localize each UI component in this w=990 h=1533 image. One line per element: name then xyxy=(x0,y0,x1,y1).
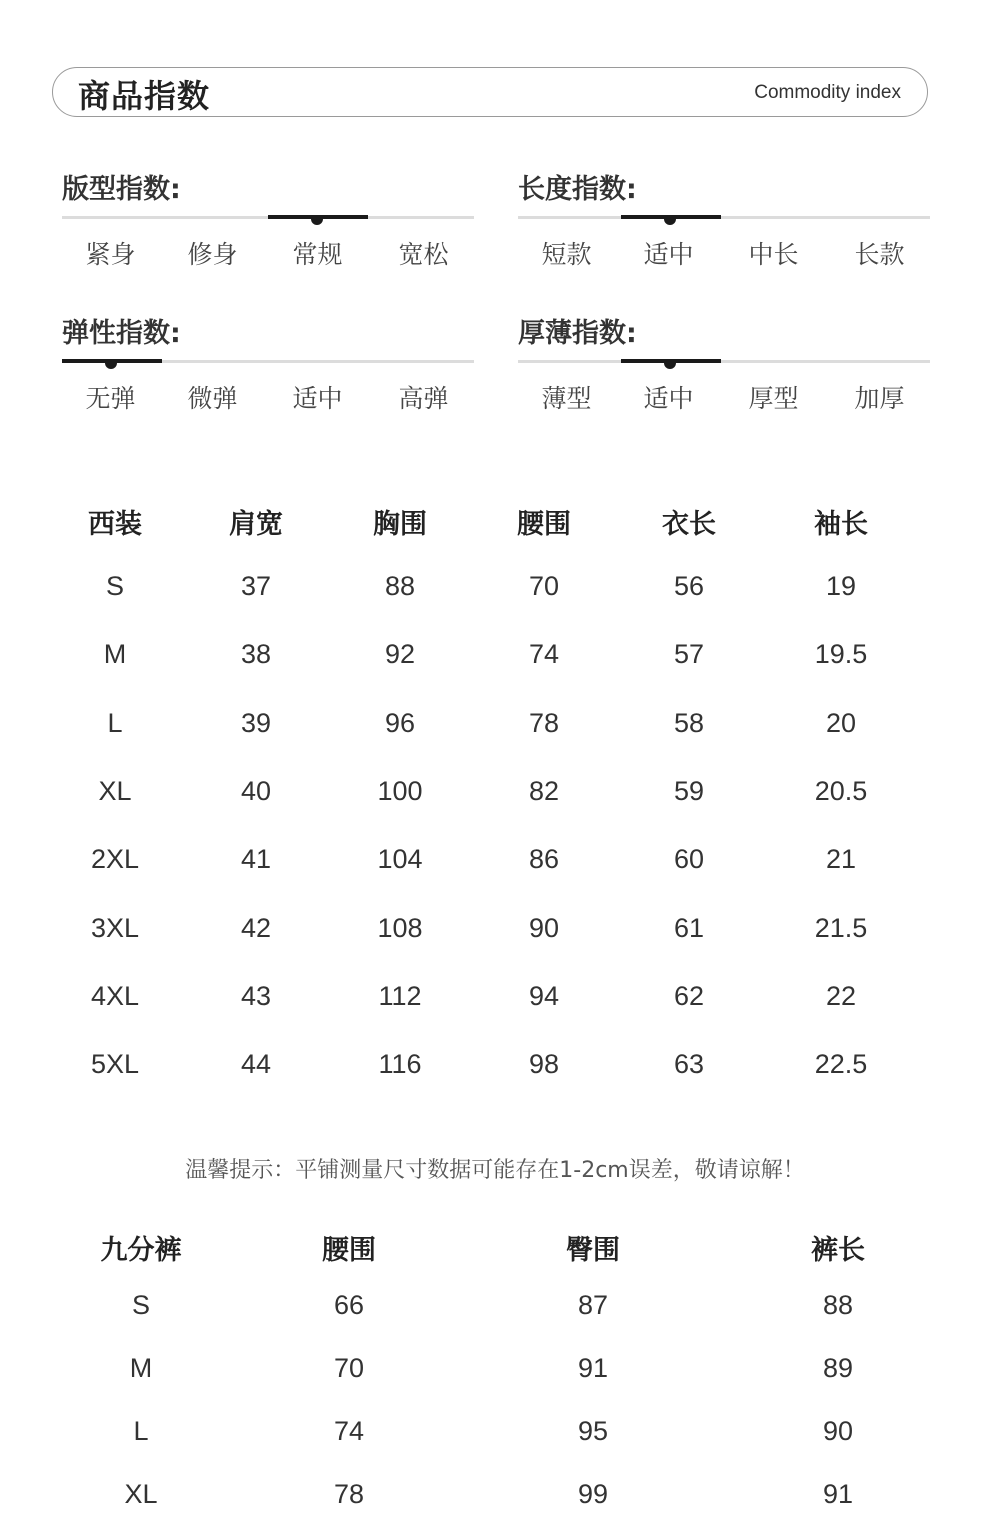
index-track xyxy=(518,216,930,219)
index-label: 版型指数: xyxy=(62,174,181,205)
table-cell: 116 xyxy=(378,1049,422,1080)
index-option: 短款 xyxy=(541,240,592,269)
table-cell: S xyxy=(131,1290,151,1320)
index-option: 中长 xyxy=(748,240,799,269)
table-cell: 59 xyxy=(673,775,705,806)
index-option: 常规 xyxy=(292,240,343,269)
index-option: 厚型 xyxy=(748,384,799,413)
table-cell: 3XL xyxy=(90,912,140,943)
index-label: 长度指数: xyxy=(518,174,637,205)
table-cell: L xyxy=(107,707,123,738)
table-cell: 22.5 xyxy=(814,1049,868,1080)
table-cell: 104 xyxy=(377,844,423,875)
table-header-cell: 臀围 xyxy=(566,1235,620,1266)
table-cell: 57 xyxy=(673,639,705,670)
index-selected-marker xyxy=(268,215,368,219)
table-cell: 42 xyxy=(240,912,272,943)
table-cell: 4XL xyxy=(90,980,140,1011)
table-cell: L xyxy=(133,1416,149,1446)
index-option: 长款 xyxy=(854,240,905,269)
table-cell: 41 xyxy=(240,844,272,875)
table-cell: M xyxy=(103,639,127,670)
table-cell: 61 xyxy=(673,912,705,943)
index-track xyxy=(62,360,474,363)
index-option: 适中 xyxy=(292,384,343,413)
index-block xyxy=(62,167,474,277)
index-option: 修身 xyxy=(187,240,238,269)
table-cell: 20 xyxy=(825,707,857,738)
table-cell: 74 xyxy=(333,1416,365,1446)
index-block xyxy=(518,167,930,277)
table-cell: 95 xyxy=(577,1416,609,1446)
table-cell: 88 xyxy=(822,1290,854,1320)
index-marker-dot xyxy=(664,216,676,225)
table-cell: 99 xyxy=(577,1479,609,1509)
header-subtitle: Commodity index xyxy=(754,82,901,103)
table-cell: 90 xyxy=(822,1416,854,1446)
table-cell: 63 xyxy=(673,1049,705,1080)
index-block xyxy=(518,311,930,421)
table-cell: XL xyxy=(124,1479,158,1509)
table-cell: 112 xyxy=(378,980,422,1011)
table-cell: 74 xyxy=(528,639,560,670)
table-cell: 91 xyxy=(577,1353,609,1383)
table-cell: 108 xyxy=(377,912,423,943)
table-cell: 43 xyxy=(240,980,272,1011)
table-cell: 87 xyxy=(577,1290,609,1320)
table-cell: 89 xyxy=(822,1353,854,1383)
table-cell: 62 xyxy=(673,980,705,1011)
table-cell: 2XL xyxy=(90,844,140,875)
table-header-cell: 裤长 xyxy=(811,1235,865,1266)
table-cell: 92 xyxy=(384,639,416,670)
table-cell: 5XL xyxy=(90,1049,140,1080)
table-cell: 21.5 xyxy=(814,912,868,943)
table-cell: 37 xyxy=(240,571,272,601)
index-option: 高弹 xyxy=(398,384,449,413)
table-cell: 20.5 xyxy=(814,775,868,806)
index-selected-marker xyxy=(621,215,721,219)
table-cell: 19.5 xyxy=(814,639,868,670)
table-cell: 78 xyxy=(333,1479,365,1509)
index-label: 弹性指数: xyxy=(62,318,181,349)
index-block xyxy=(62,311,474,421)
index-option: 薄型 xyxy=(541,384,592,413)
table-cell: 22 xyxy=(825,980,857,1011)
index-marker-dot xyxy=(311,216,323,225)
commodity-index-header xyxy=(52,67,928,117)
table-cell: 91 xyxy=(822,1479,854,1509)
index-option: 适中 xyxy=(643,384,694,413)
index-marker-dot xyxy=(664,360,676,369)
index-label: 厚薄指数: xyxy=(518,318,637,349)
index-marker-dot xyxy=(105,360,117,369)
table-cell: XL xyxy=(98,775,132,806)
table-header-cell: 肩宽 xyxy=(229,509,283,540)
index-selected-marker xyxy=(62,359,162,363)
table-header-cell: 九分裤 xyxy=(100,1235,182,1266)
table-cell: 70 xyxy=(528,571,560,601)
table-cell: 94 xyxy=(528,980,560,1011)
table-cell: 100 xyxy=(377,775,423,806)
table-cell: 70 xyxy=(333,1353,365,1383)
table-cell: 88 xyxy=(384,571,416,601)
table-cell: 58 xyxy=(673,707,705,738)
index-option: 加厚 xyxy=(854,384,905,413)
table-cell: 39 xyxy=(240,707,272,738)
table-cell: 21 xyxy=(825,844,857,875)
table-header-cell: 袖长 xyxy=(814,509,868,540)
index-option: 适中 xyxy=(643,240,694,269)
table-cell: 82 xyxy=(528,775,560,806)
index-track xyxy=(62,216,474,219)
table-cell: 96 xyxy=(384,707,416,738)
table-cell: 66 xyxy=(333,1290,365,1320)
table-cell: 44 xyxy=(240,1049,272,1080)
table-header-cell: 胸围 xyxy=(373,509,427,540)
measurement-note: 温馨提示：平铺测量尺寸数据可能存在1-2cm误差，敬请谅解！ xyxy=(185,1158,805,1183)
index-option: 宽松 xyxy=(398,240,449,269)
index-selected-marker xyxy=(621,359,721,363)
table-cell: 56 xyxy=(673,571,705,601)
table-cell: S xyxy=(105,571,125,601)
table-cell: 60 xyxy=(673,844,705,875)
table-cell: 90 xyxy=(528,912,560,943)
index-option: 无弹 xyxy=(85,384,136,413)
table-header-cell: 衣长 xyxy=(662,509,716,540)
index-track xyxy=(518,360,930,363)
table-cell: 78 xyxy=(528,707,560,738)
index-option: 紧身 xyxy=(85,240,136,269)
table-cell: 98 xyxy=(528,1049,560,1080)
table-header-cell: 腰围 xyxy=(322,1235,376,1266)
table-cell: 19 xyxy=(825,571,857,601)
table-header-cell: 西装 xyxy=(88,509,142,540)
header-title: 商品指数 xyxy=(78,77,211,115)
table-cell: 86 xyxy=(528,844,560,875)
index-option: 微弹 xyxy=(187,384,238,413)
table-cell: 38 xyxy=(240,639,272,670)
table-cell: M xyxy=(129,1353,153,1383)
table-cell: 40 xyxy=(240,775,272,806)
table-header-cell: 腰围 xyxy=(517,509,571,540)
